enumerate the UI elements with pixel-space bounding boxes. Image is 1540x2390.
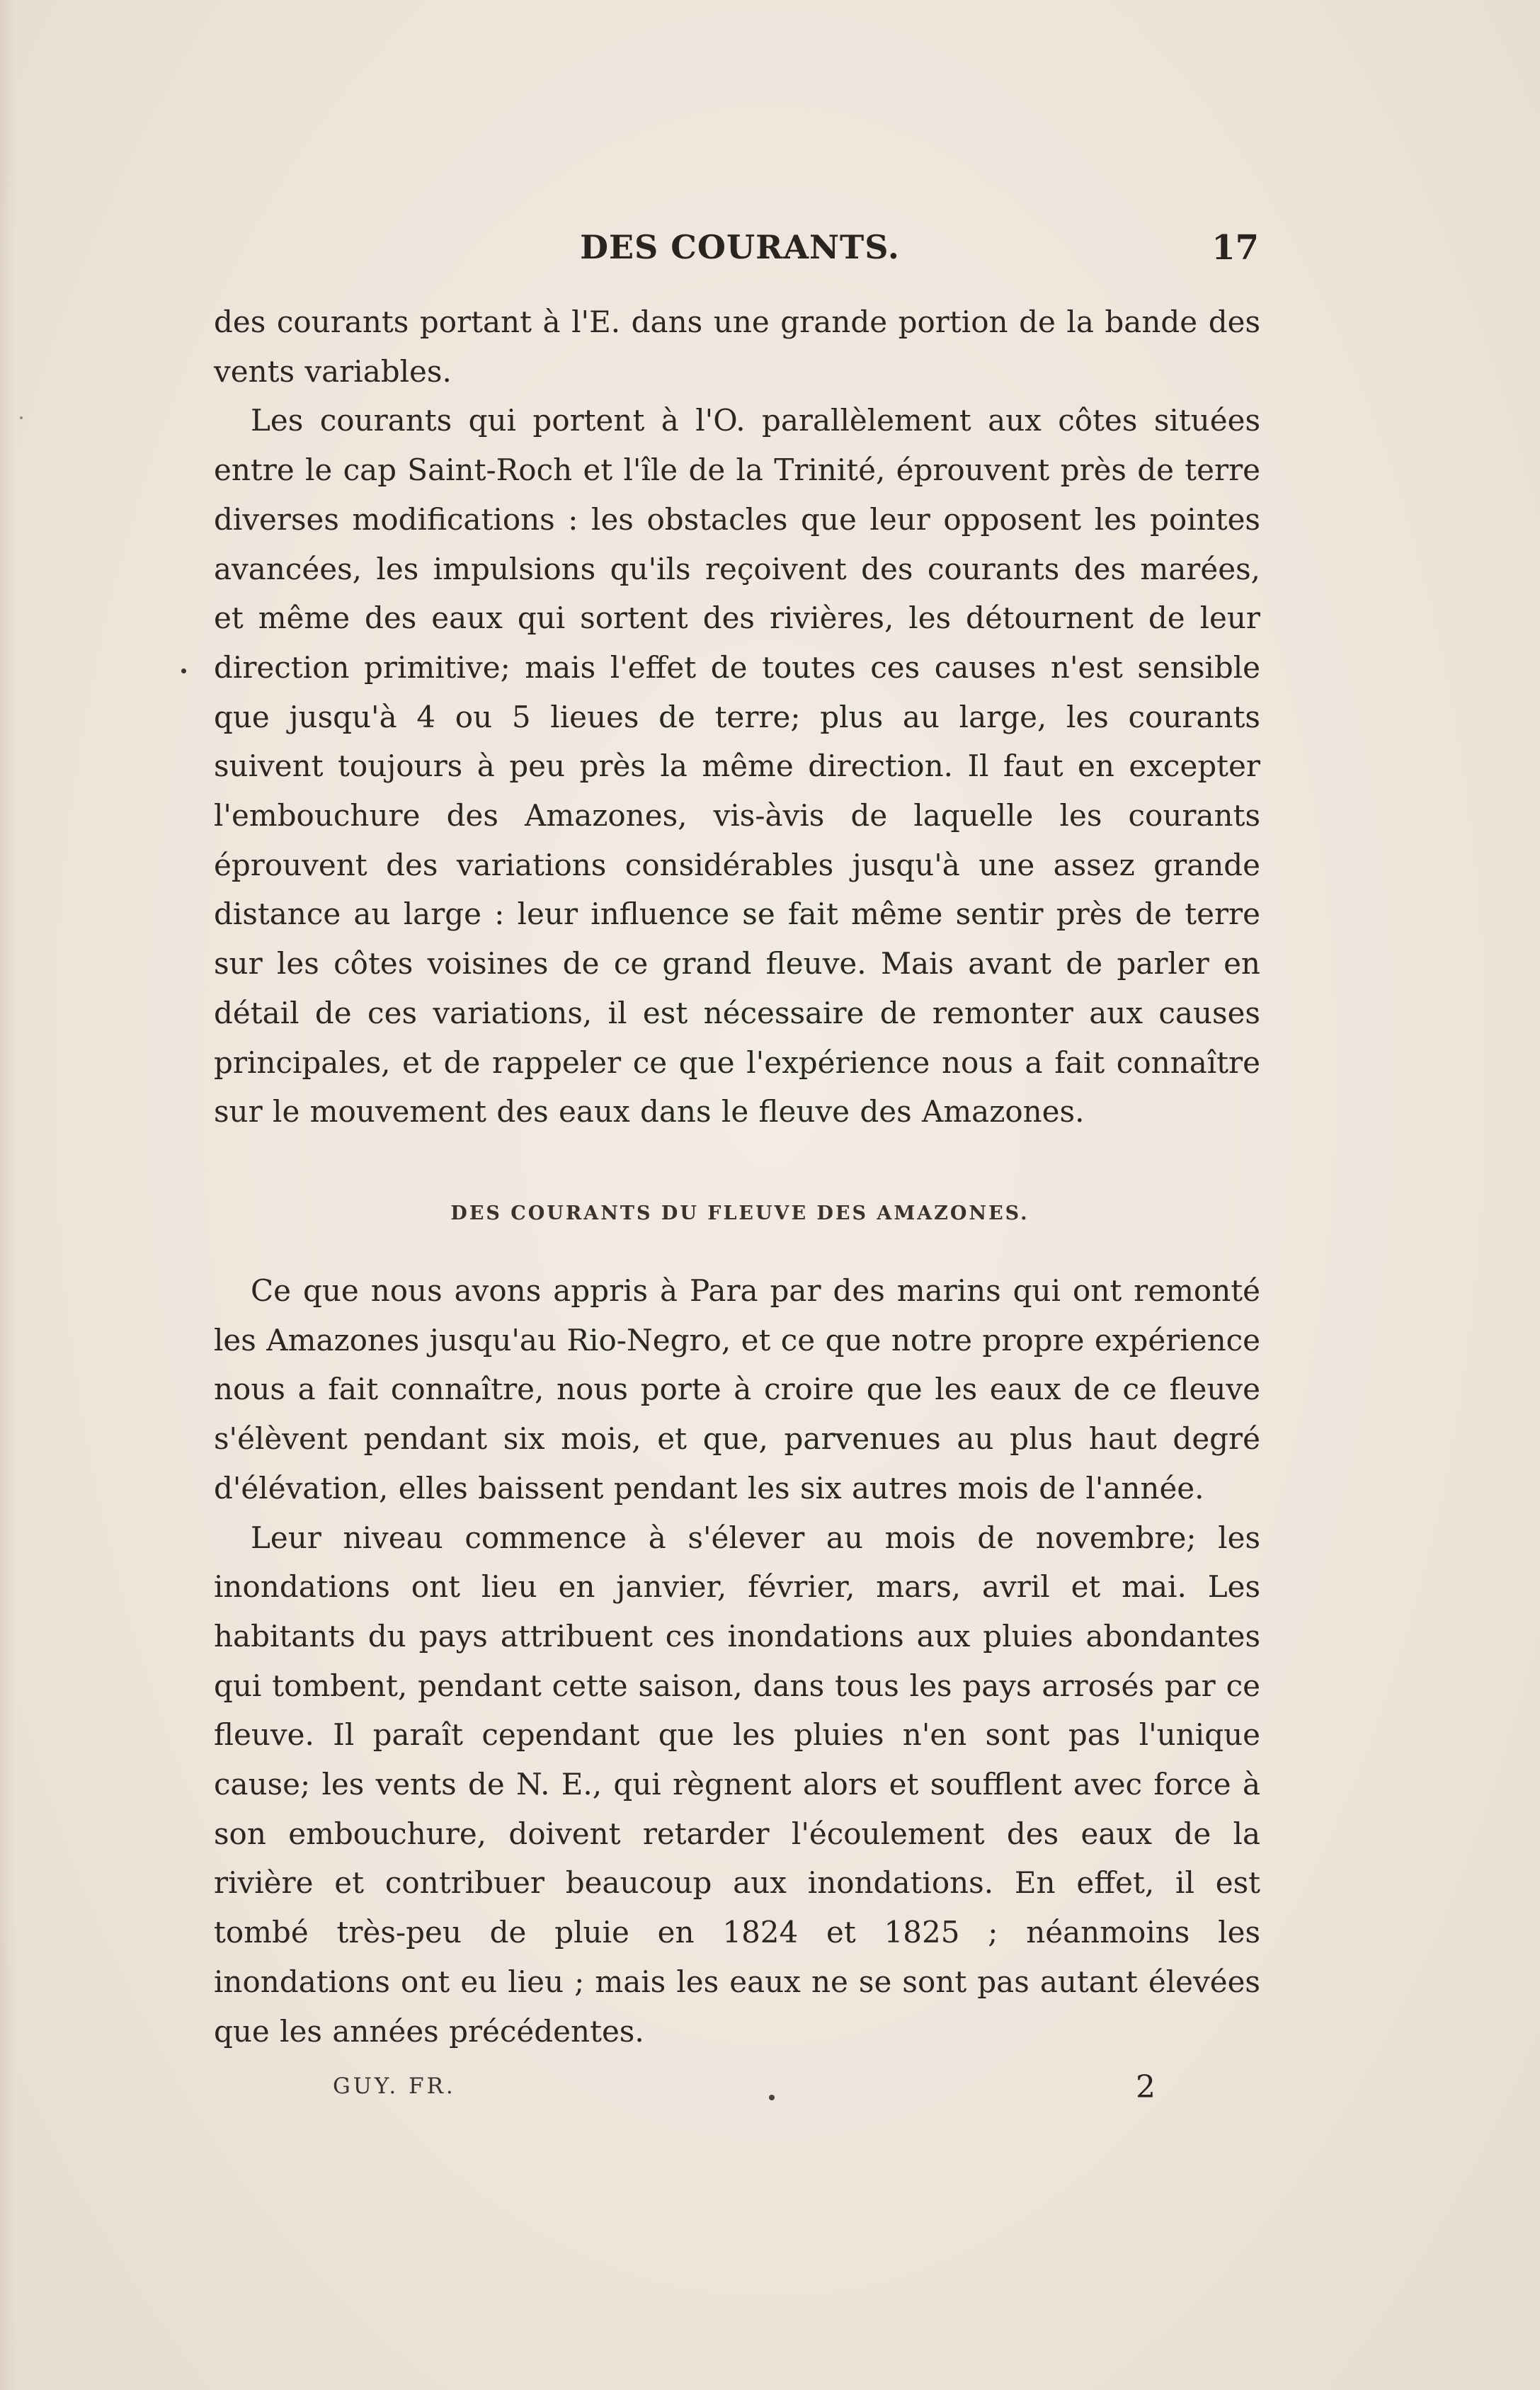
paper-speck xyxy=(181,668,186,673)
paper-speck xyxy=(20,416,23,419)
page-edge-shadow xyxy=(0,0,16,2390)
section-text-block xyxy=(214,1266,1260,2056)
running-head xyxy=(212,228,1267,278)
section-heading: DES COURANTS DU FLEUVE DES AMAZONES. xyxy=(450,1202,1029,1224)
footer-sheet-number: 2 xyxy=(1136,2069,1156,2105)
paragraph-inundations: Leur niveau commence à s'élever au mois de novembre; les inondations ont lieu en janvier, février, mars, avril et mai. Les habitants du pays attribuent ces inondations aux pluies abondantes qui tombent, pendant cette saison, dans tous les pays arrosés par ce fleuve. Il paraît cependant que les pluies n'en sont pas l'unique cause; les vents de N. E., qui règnent alors et soufflent avec force à son embouchure, doivent retarder l'écoulement des eaux de la rivière et contribuer beaucoup aux inondations. En effet, il est tombé très-peu de pluie en 1824 et 1825 ; néanmoins les inondations ont eu lieu ; mais les eaux ne se sont pas autant élevées que les années précédentes. xyxy=(214,1520,1260,2049)
paragraph-coastal-currents: Les courants qui portent à l'O. parallèlement aux côtes situées entre le cap Saint-Roch et l'île de la Trinité, éprouvent près de terre diverses modifications : les obstacles que leur opposent les pointes avancées, les impulsions qu'ils reçoivent des courants des marées, et même des eaux qui sortent des rivières, les détournent de leur direction primitive; mais l'effet de toutes ces causes n'est sensible que jusqu'à 4 ou 5 lieues de terre; plus au large, les courants suivent toujours à peu près la même direction. Il faut en excepter l'embouchure des Amazones, vis-àvis de laquelle les courants éprouvent des variations considérables jusqu'à une assez grande distance au large : leur influence se fait même sentir près de terre sur les côtes voisines de ce grand fleuve. Mais avant de parler en détail de ces variations, il est nécessaire de remonter aux causes principales, et de rappeler ce que l'expérience nous a fait connaître sur le mouvement des eaux dans le fleuve des Amazones. xyxy=(214,403,1260,1129)
paragraph-continuation: des courants portant à l'E. dans une grande portion de la bande des vents variables. xyxy=(214,305,1260,389)
footer-signature: GUY. FR. xyxy=(333,2073,456,2099)
footer-dot xyxy=(769,2095,775,2100)
paragraph-amazon-rise: Ce que nous avons appris à Para par des marins qui ont remonté les Amazones jusqu'au Rio-Negro, et ce que notre propre expérience nous a fait connaître, nous porte à croire que les eaux de ce fleuve s'élèvent pendant six mois, et que, parvenues au plus haut degré d'élévation, elles baissent pendant les six autres mois de l'année. xyxy=(214,1273,1260,1506)
page-number: 17 xyxy=(1211,228,1259,268)
intro-text-block xyxy=(214,297,1260,1137)
running-title: DES COURANTS. xyxy=(580,228,900,266)
